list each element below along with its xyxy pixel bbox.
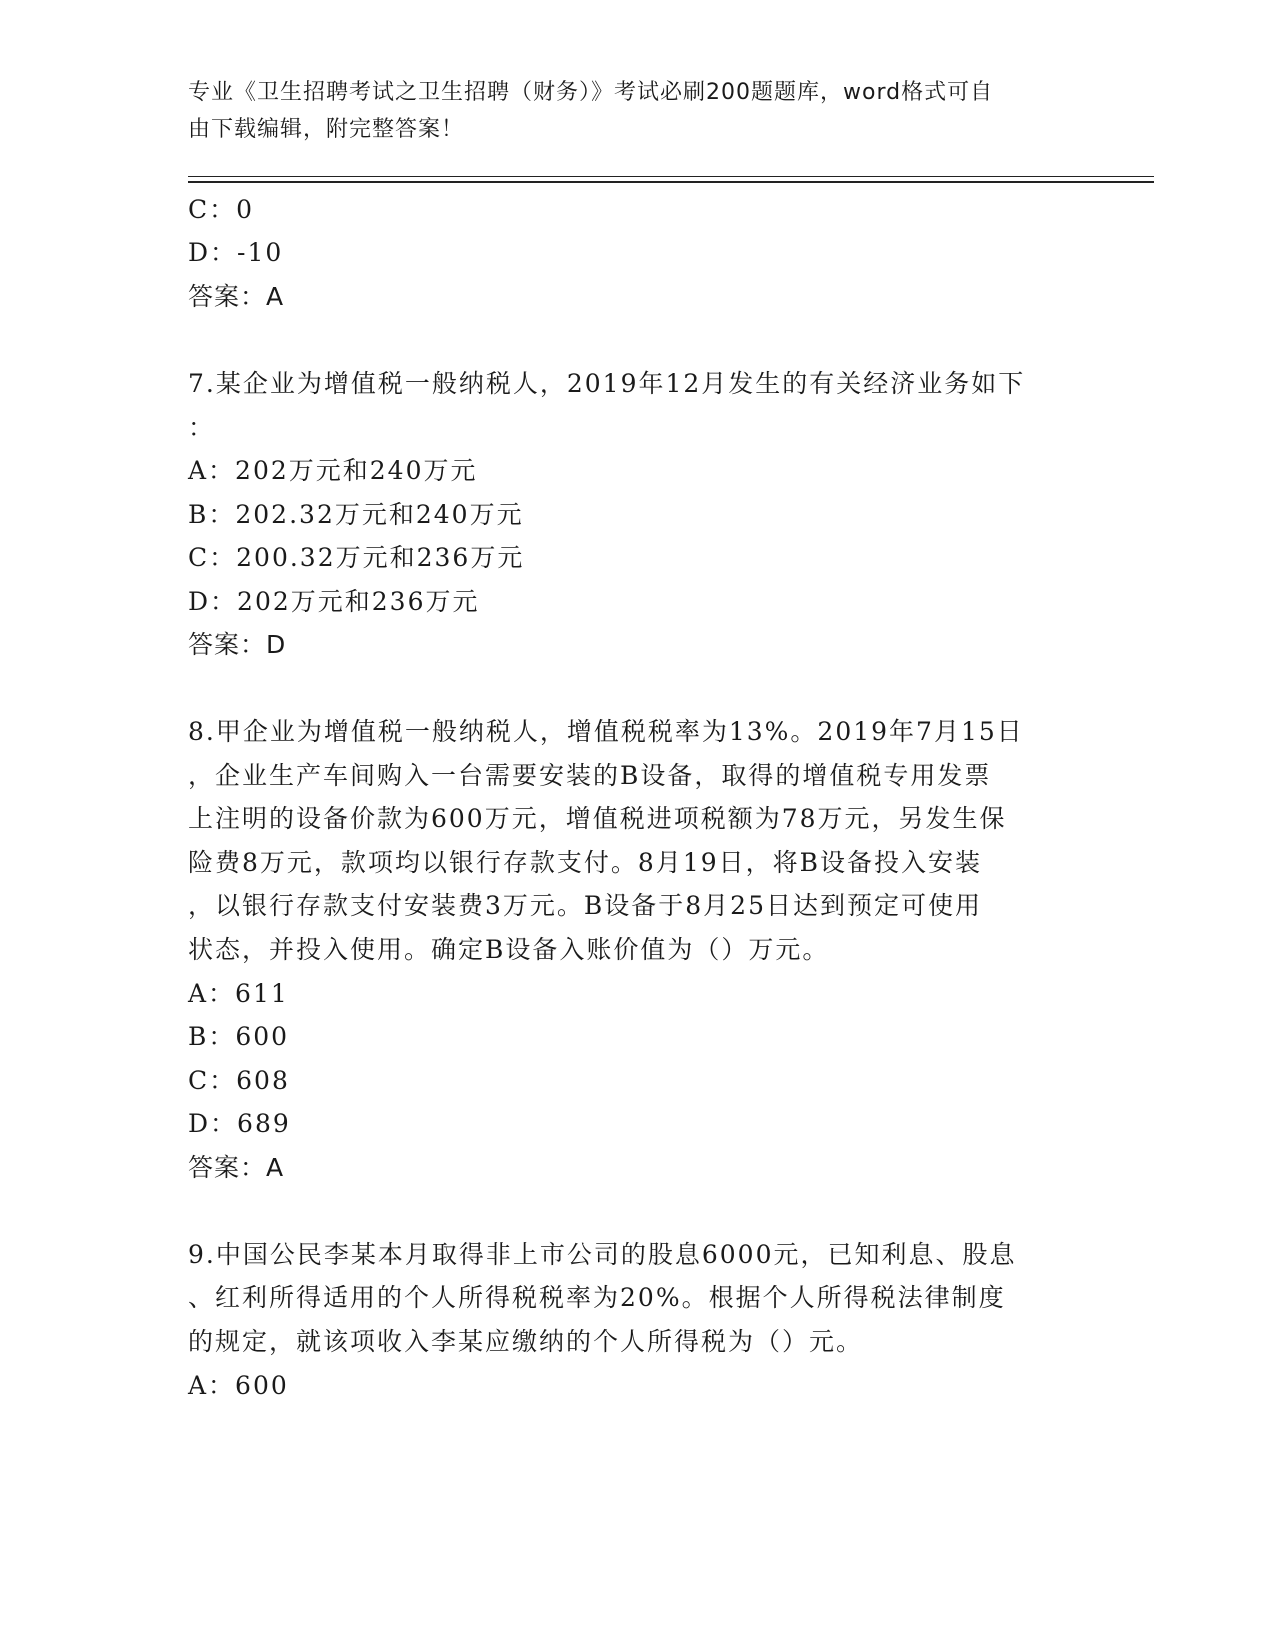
question-8-option-d: D：689 [188,1109,291,1138]
question-7-stem-line-2: ： [188,413,216,442]
question-7-option-c: C：200.32万元和236万元 [188,543,525,572]
question-7-option-a: A：202万元和240万元 [188,456,478,485]
question-9-stem-line-3: 的规定，就该项收入李某应缴纳的个人所得税为（）元。 [188,1327,864,1356]
document-header [188,74,1068,148]
answer-line: 答案：A [188,282,285,311]
question-9-stem-line-1: 9.中国公民李某本月取得非上市公司的股息6000元，已知利息、股息 [188,1240,1017,1269]
header-line-2: 由下载编辑，附完整答案！ [188,117,465,142]
question-7-option-b: B：202.32万元和240万元 [188,500,524,529]
question-8-option-b: B：600 [188,1022,290,1051]
question-9-option-a: A：600 [188,1371,289,1400]
question-8-option-c: C：608 [188,1066,290,1095]
question-8-stem-line-4: 险费8万元，款项均以银行存款支付。8月19日，将B设备投入安装 [188,848,982,877]
question-7-stem-line-1: 7.某企业为增值税一般纳税人，2019年12月发生的有关经济业务如下 [188,369,1026,398]
question-7-option-d: D：202万元和236万元 [188,587,480,616]
option-c: C：0 [188,195,255,224]
question-8-stem-line-5: ，以银行存款支付安装费3万元。B设备于8月25日达到预定可使用 [188,891,982,920]
option-d: D：-10 [188,238,284,267]
question-9-stem-line-2: 、红利所得适用的个人所得税税率为20%。根据个人所得税法律制度 [188,1283,1006,1312]
header-line-1: 专业《卫生招聘考试之卫生招聘（财务）》考试必刷200题题库，word格式可自 [188,80,994,105]
question-8-stem-line-1: 8.甲企业为增值税一般纳税人，增值税税率为13%。2019年7月15日 [188,717,1024,746]
question-8-stem-line-6: 状态，并投入使用。确定B设备入账价值为（）万元。 [188,935,830,964]
header-divider-thick [188,181,1154,183]
question-8-answer: 答案：A [188,1153,285,1182]
question-8-stem-line-3: 上注明的设备价款为600万元，增值税进项税额为78万元，另发生保 [188,804,1007,833]
question-8-option-a: A：611 [188,979,289,1008]
header-divider-thin [188,176,1154,177]
question-8-stem-line-2: ，企业生产车间购入一台需要安装的B设备，取得的增值税专用发票 [188,761,992,790]
question-7-answer: 答案：D [188,630,287,659]
